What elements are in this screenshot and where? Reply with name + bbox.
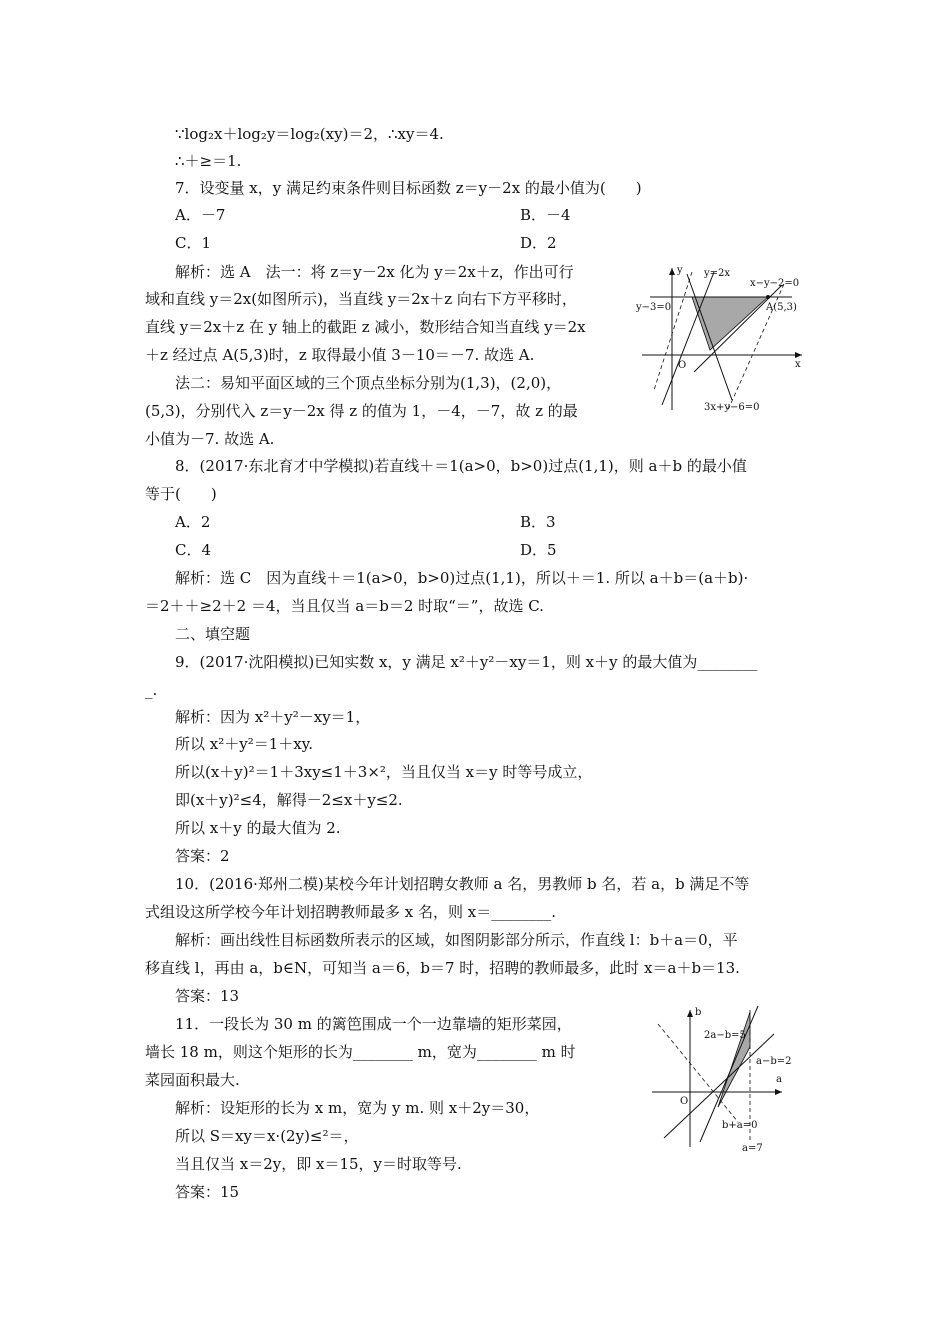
point-a <box>766 295 770 299</box>
text-line: 解析：选 C 因为直线＋＝1(a>0，b>0)过点(1,1)，所以＋＝1. 所以 a＋b＝(a＋b)· <box>175 569 749 587</box>
text-line: 即(x＋y)²≤4，解得－2≤x＋y≤2. <box>175 791 403 809</box>
text-line: ＋z 经过点 A(5,3)时，z 取得最小值 3－10＝－7. 故选 A. <box>145 346 535 364</box>
label-y-3: y−3=0 <box>636 302 672 313</box>
text-line: (5,3)，分别代入 z＝y－2x 得 z 的值为 1，－4，－7，故 z 的最 <box>145 402 578 420</box>
text-line: 当且仅当 x＝2y，即 x＝15，y＝时取等号. <box>175 1155 462 1173</box>
text-line: 所以 x²＋y²＝1＋xy. <box>175 735 313 753</box>
text-line: 菜园面积最大. <box>145 1071 240 1089</box>
figure-q7-feasible-region <box>632 260 812 420</box>
option-a: A．2 <box>175 513 211 531</box>
text-line: ＝2＋＋≥2＋2 ＝4，当且仅当 a＝b＝2 时取“＝”，故选 C. <box>145 597 544 615</box>
text-line: ∴＋≥＝1. <box>175 152 242 170</box>
label-b-plus-a-0: b+a=0 <box>722 1120 758 1131</box>
text-line: 式组设这所学校今年计划招聘教师最多 x 名，则 x＝________. <box>145 903 556 921</box>
text-line: ∵log₂x＋log₂y＝log₂(xy)＝2，∴xy＝4. <box>175 125 444 143</box>
label-2a-b-5: 2a−b=5 <box>704 1030 746 1041</box>
text-line: 所以 S＝xy＝x·(2y)≤²＝， <box>175 1127 359 1145</box>
line-y-2x-dashed <box>654 272 692 390</box>
line-3x-y-6 <box>687 274 732 400</box>
text-line: 小值为－7. 故选 A. <box>145 430 275 448</box>
section-heading: 二、填空题 <box>175 625 251 643</box>
line-a-b-2 <box>664 1034 774 1138</box>
b-axis-label: b <box>695 1007 702 1018</box>
answer-11: 答案：15 <box>175 1183 240 1201</box>
label-point-a: A(5,3) <box>766 302 797 313</box>
x-axis-arrow <box>795 352 802 358</box>
option-b: B．3 <box>520 513 556 531</box>
text-line: 所以 x＋y 的最大值为 2. <box>175 819 341 837</box>
answer-10: 答案：13 <box>175 987 240 1005</box>
shaded-region <box>718 1012 750 1107</box>
question-9-stem: 9．(2017·沈阳模拟)已知实数 x，y 满足 x²＋y²－xy＝1，则 x＋y 的最大值为________ <box>175 653 758 671</box>
label-x-y-2: x−y−2=0 <box>750 278 800 289</box>
question-7-stem: 7．设变量 x，y 满足约束条件则目标函数 z＝y－2x 的最小值为( ) <box>175 179 642 197</box>
y-axis-arrow <box>669 268 675 275</box>
label-a-b-2: a−b=2 <box>756 1056 792 1067</box>
text-line: 解析：因为 x²＋y²－xy＝1， <box>175 708 371 726</box>
text-line: 所以(x＋y)²＝1＋3xy≤1＋3×²，当且仅当 x＝y 时等号成立， <box>175 763 593 781</box>
label-a-7: a=7 <box>742 1143 763 1154</box>
a-axis-arrow <box>775 1089 782 1095</box>
option-c: C．1 <box>175 234 212 252</box>
label-y-2x: y=2x <box>704 268 731 279</box>
option-d: D．2 <box>520 234 557 252</box>
text-line: 直线 y＝2x＋z 在 y 轴上的截距 z 减小，数形结合知当直线 y＝2x <box>145 318 586 336</box>
text-line: _. <box>145 681 158 699</box>
question-8-stem: 8．(2017·东北育才中学模拟)若直线＋＝1(a>0，b>0)过点(1,1)，则 a＋b 的最小值 <box>175 457 747 475</box>
text-line: 解析：设矩形的长为 x m，宽为 y m. 则 x＋2y＝30， <box>175 1099 540 1117</box>
figure-q10-region <box>642 1002 792 1154</box>
origin-label: O <box>680 1096 689 1107</box>
text-line: 解析：选 A 法一：将 z＝y－2x 化为 y＝2x＋z，作出可行 <box>175 263 574 281</box>
y-axis-label: y <box>677 265 683 276</box>
text-line: 等于( ) <box>145 485 217 503</box>
text-line: 移直线 l，再由 a，b∈N，可知当 a＝6，b＝7 时，招聘的教师最多，此时 x＝a＋b＝13. <box>145 959 740 977</box>
origin-label: O <box>678 360 687 371</box>
question-10-stem: 10．(2016·郑州二模)某校今年计划招聘女教师 a 名，男教师 b 名，若 a，b 满足不等 <box>175 875 750 893</box>
option-d: D．5 <box>520 541 557 559</box>
shaded-region <box>692 297 768 350</box>
text-line: 解析：画出线性目标函数所表示的区域，如图阴影部分所示，作直线 l：b＋a＝0，平 <box>175 931 738 949</box>
text-line: 墙长 18 m，则这个矩形的长为________ m，宽为________ m 时 <box>145 1043 576 1061</box>
a-axis-label: a <box>776 1074 782 1085</box>
answer-9: 答案：2 <box>175 847 230 865</box>
option-c: C．4 <box>175 541 212 559</box>
text-line: 域和直线 y＝2x(如图所示)，当直线 y＝2x＋z 向右下方平移时， <box>145 290 577 308</box>
b-axis-arrow <box>687 1010 693 1017</box>
option-a: A．－7 <box>175 206 226 224</box>
label-3x-y-6: 3x+y−6=0 <box>704 402 760 413</box>
text-line: 法二：易知平面区域的三个顶点坐标分别为(1,3)，(2,0)， <box>175 374 562 392</box>
x-axis-label: x <box>795 359 801 370</box>
option-b: B．－4 <box>520 206 571 224</box>
question-11-stem: 11．一段长为 30 m 的篱笆围成一个一边靠墙的矩形菜园， <box>175 1015 572 1033</box>
